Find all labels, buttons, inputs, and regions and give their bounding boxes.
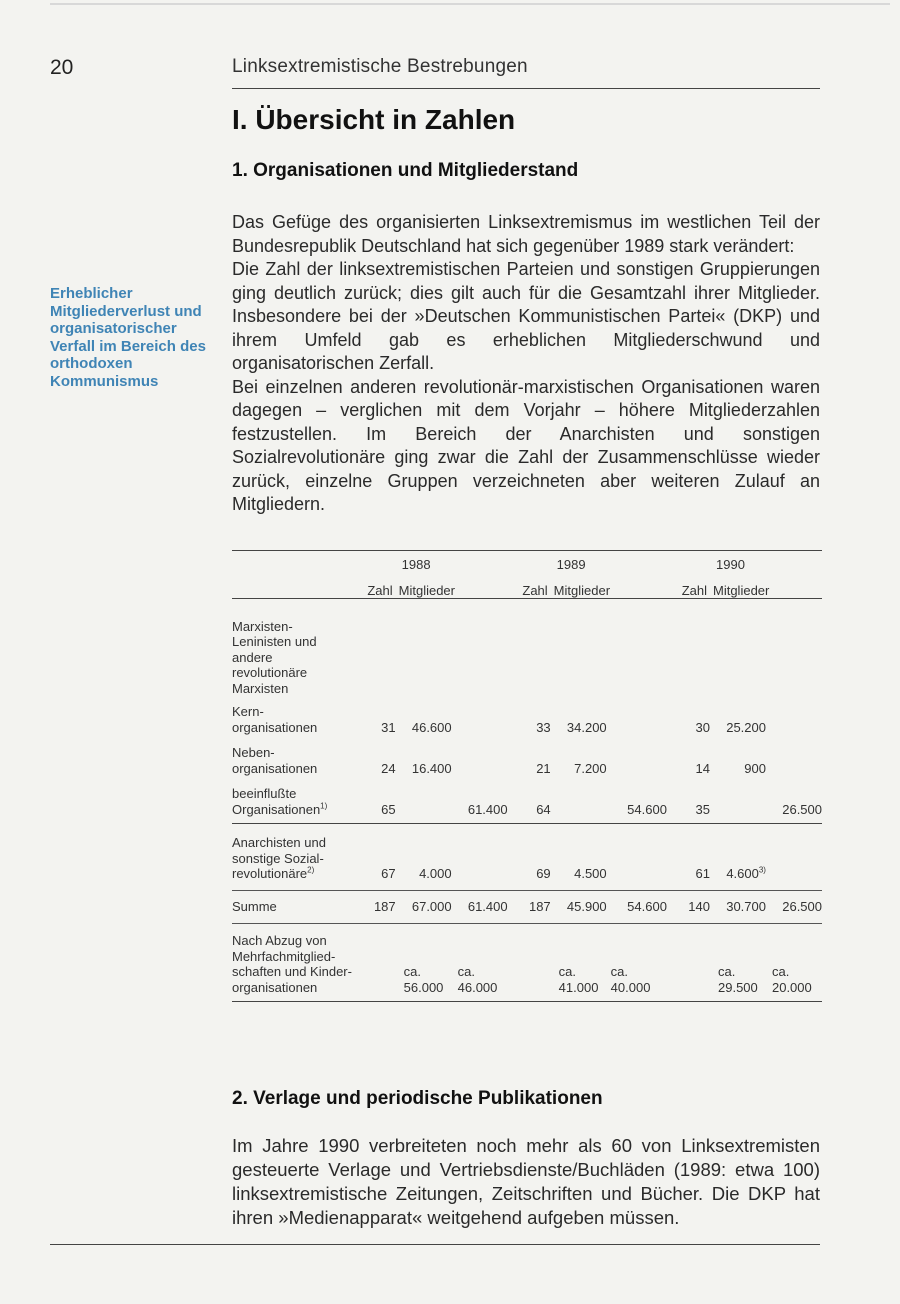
top-edge-line — [50, 3, 890, 5]
row-label-line: organisationen — [232, 760, 318, 776]
col-zahl-1989: Zahl — [522, 582, 548, 598]
cell — [452, 824, 508, 891]
cell: 4.600 — [726, 866, 759, 881]
cell: 45.900 — [551, 890, 607, 924]
cell: 56.000 — [403, 979, 444, 995]
cell: 46.000 — [457, 979, 498, 995]
cell: 4.500 — [551, 824, 607, 891]
header-cols — [232, 572, 822, 599]
row-label-line: sonstige Sozial- — [232, 850, 324, 866]
row-label-line: Neben- — [232, 745, 275, 760]
row-label-line: Kern- — [232, 704, 264, 719]
table-row-beeinflusst — [232, 776, 822, 824]
row-label-line: revolutionäre — [232, 866, 308, 881]
cell: 21 — [536, 760, 551, 776]
cell — [766, 696, 822, 735]
col-mitglieder-1990: Mitglieder — [713, 582, 770, 598]
row-label-line: Organisationen — [232, 801, 321, 817]
cell: 26.500 — [782, 801, 822, 817]
paragraph-1: Das Gefüge des organisierten Linksextremismus im westlichen Teil der Bundesrepublik Deutschland hat sich gegenüber 1989 stark verändert: — [232, 212, 820, 256]
header-years — [232, 552, 822, 572]
table-row-summe — [232, 890, 822, 924]
cell: 16.400 — [411, 760, 452, 776]
cell — [710, 776, 766, 824]
ca-label: ca. — [457, 964, 475, 979]
col-zahl-1990: Zahl — [681, 582, 707, 598]
footnote-mark: 2) — [307, 865, 315, 875]
cell: 187 — [353, 890, 396, 924]
year-1988: 1988 — [401, 556, 431, 572]
cell: 65 — [381, 801, 396, 817]
cell: 900 — [744, 760, 766, 776]
table-row-group1 — [232, 599, 822, 697]
cell: 35 — [695, 801, 710, 817]
table-top-rule — [232, 550, 822, 551]
cell: 41.000 — [558, 979, 599, 995]
table-row-kern — [232, 696, 822, 735]
cell — [452, 696, 508, 735]
year-1990: 1990 — [716, 556, 745, 572]
cell — [551, 776, 607, 824]
year-1989: 1989 — [556, 556, 586, 572]
col-mitglieder-1988: Mitglieder — [398, 582, 455, 598]
cell — [607, 824, 667, 891]
footnote-mark: 3) — [758, 865, 766, 875]
cell: 29.500 — [718, 979, 758, 995]
cell: 61 — [667, 824, 710, 891]
row-label-line: organisationen — [232, 719, 318, 735]
cell: 67.000 — [396, 890, 452, 924]
cell — [396, 776, 452, 824]
table-row-anarchisten — [232, 824, 822, 891]
cell: 25.200 — [726, 719, 766, 735]
table-row-neben — [232, 735, 822, 776]
cell: 61.400 — [467, 801, 508, 817]
cell: 24 — [381, 760, 396, 776]
row-label-line: beeinflußte — [232, 786, 297, 801]
footnote-mark: 1) — [320, 801, 328, 811]
cell: 26.500 — [766, 890, 822, 924]
row-label-line: Mehrfachmitglied- — [232, 948, 336, 964]
cell: 54.600 — [627, 801, 667, 817]
cell — [766, 824, 822, 891]
row-label-line: Anarchisten und — [232, 835, 326, 850]
cell — [766, 735, 822, 776]
ca-label: ca. — [610, 964, 628, 979]
cell — [607, 735, 667, 776]
cell: 14 — [695, 760, 710, 776]
cell: 54.600 — [607, 890, 667, 924]
subsection-title-1: 1. Organisationen und Mitgliederstand — [232, 160, 579, 181]
cell — [452, 735, 508, 776]
footer-rule — [50, 1244, 820, 1245]
body-text-1 — [232, 211, 820, 517]
body-text-2 — [232, 1134, 820, 1230]
cell: 4.000 — [396, 824, 452, 891]
col-zahl-1988: Zahl — [367, 582, 393, 598]
cell: 31 — [381, 719, 396, 735]
cell: 30 — [695, 719, 710, 735]
cell — [607, 696, 667, 735]
col-mitglieder-1989: Mitglieder — [553, 582, 611, 598]
cell: 69 — [508, 824, 551, 891]
ca-label: ca. — [558, 964, 577, 979]
table-row-nach-abzug — [232, 924, 822, 1002]
section-title: I. Übersicht in Zahlen — [232, 104, 516, 135]
cell: 187 — [508, 890, 551, 924]
row-label-line: schaften und Kinder- — [232, 964, 352, 979]
page-number: 20 — [50, 56, 74, 79]
paragraph-3: Bei einzelnen anderen revolutionär-marxistischen Organisationen waren dagegen – verglichen mit dem Vorjahr – höhere Mitgliederzahlen festzustellen. Im Bereich der Anarchisten und sonstigen Sozialrevolutionäre ging zwar die Zahl der Zusammenschlüsse wieder zurück, einzelne Gruppen verzeichneten aber weiteren Zulauf an Mitgliedern. — [232, 376, 820, 514]
row-label: Summe — [232, 890, 353, 924]
table-bottom-rule — [232, 1002, 822, 1004]
cell: 34.200 — [566, 719, 607, 735]
cell: 20.000 — [771, 979, 812, 995]
cell: 140 — [667, 890, 710, 924]
subsection-title-2: 2. Verlage und periodische Publikationen — [232, 1088, 603, 1109]
row-label-line: organisationen — [232, 979, 318, 995]
cell: 33 — [536, 719, 551, 735]
cell: 61.400 — [452, 890, 508, 924]
margin-note: Erheblicher Mitgliederverlust und organisatorischer Verfall im Bereich des orthodoxen Kommunismus — [50, 285, 206, 390]
cell: 67 — [353, 824, 396, 891]
running-title: Linksextremistische Bestrebungen — [232, 56, 528, 77]
row-label-line: Nach Abzug von — [232, 933, 327, 948]
header-rule — [232, 88, 820, 89]
cell: 30.700 — [710, 890, 766, 924]
membership-table — [232, 552, 822, 1003]
cell: 46.600 — [411, 719, 452, 735]
paragraph-4: Im Jahre 1990 verbreiteten noch mehr als 60 von Linksextremisten gesteuerte Verlage und Vertriebsdienste/Buchläden (1989: etwa 100) linksextremistische Zeitungen, Zeitschriften und Bücher. Die DKP hat ihren »Medienapparat« weitgehend aufgeben müssen. — [232, 1135, 820, 1228]
group-label-marxisten: Marxisten-Leninisten und andere revolutionäre Marxisten — [232, 618, 317, 696]
ca-label: ca. — [718, 964, 736, 979]
ca-label: ca. — [771, 964, 790, 979]
cell: 40.000 — [610, 979, 651, 995]
paragraph-2: Die Zahl der linksextremistischen Parteien und sonstigen Gruppierungen ging deutlich zurück; dies gilt auch für die Gesamtzahl ihrer Mitglieder. Insbesondere bei der »Deutschen Kommunistischen Partei« (DKP) und ihrem Umfeld gab es erheblichen Mitgliederschwund und organisatorischen Zerfall. — [232, 259, 820, 373]
ca-label: ca. — [403, 964, 421, 979]
cell: 7.200 — [574, 760, 607, 776]
cell: 64 — [536, 801, 551, 817]
